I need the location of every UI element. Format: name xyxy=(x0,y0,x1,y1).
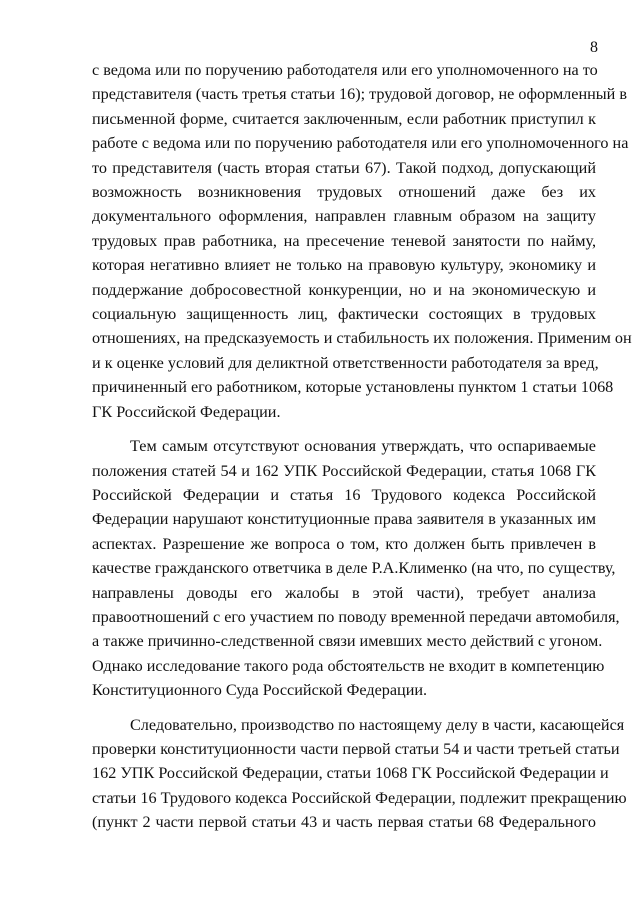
paragraph xyxy=(92,713,627,835)
text-line: и к оценке условий для деликтной ответственности работодателя за вред, xyxy=(92,353,599,372)
paragraph xyxy=(92,58,632,424)
text-line: письменной форме, считается заключенным, если работник приступил к xyxy=(92,109,596,128)
page-number: 8 xyxy=(590,39,598,56)
text-line: документального оформления, направлен главным образом на защиту xyxy=(92,207,596,226)
text-line: проверки конституционности части первой статьи 54 и части третьей статьи xyxy=(92,739,620,758)
text-line: статьи 16 Трудового кодекса Российской Федерации, подлежит прекращению xyxy=(92,788,627,807)
text-line: причиненный его работником, которые установлены пунктом 1 статьи 1068 xyxy=(92,378,614,397)
text-line: Тем самым отсутствуют основания утверждать, что оспариваемые xyxy=(130,437,596,456)
text-line: Однако исследование такого рода обстоятельств не входит в компетенцию xyxy=(92,656,605,675)
text-line: социальную защищенность лиц, фактически состоящих в трудовых xyxy=(92,305,596,324)
text-line: работе с ведома или по поручению работодателя или его уполномоченного на xyxy=(92,134,629,153)
text-line: аспектах. Разрешение же вопроса о том, кто должен быть привлечен в xyxy=(92,534,596,553)
text-line: то представителя (часть вторая статьи 67). Такой подход, допускающий xyxy=(92,158,596,177)
text-line: качестве гражданского ответчика в деле Р.А.Клименко (на что, по существу, xyxy=(92,559,616,578)
text-line: отношениях, на предсказуемость и стабильность их положения. Применим он xyxy=(92,329,632,348)
text-line: с ведома или по поручению работодателя или его уполномоченного на то xyxy=(92,61,598,79)
text-line: возможность возникновения трудовых отношений даже без их xyxy=(92,183,596,202)
text-line: положения статей 54 и 162 УПК Российской Федерации, статья 1068 ГК xyxy=(92,461,596,480)
text-line: Конституционного Суда Российской Федерации. xyxy=(92,681,428,700)
text-line: (пункт 2 части первой статьи 43 и часть первая статьи 68 Федерального xyxy=(92,813,596,832)
text-line: которая негативно влияет не только на правовую культуру, экономику и xyxy=(92,256,596,275)
text-line: ГК Российской Федерации. xyxy=(92,402,281,421)
text-line: Федерации нарушают конституционные права заявителя в указанных им xyxy=(92,510,596,529)
text-line: поддержание добросовестной конкуренции, но и на экономическую и xyxy=(92,280,596,299)
document-body xyxy=(92,58,632,835)
paragraph xyxy=(92,434,620,702)
text-line: а также причинно-следственной связи имевших место действий с угоном. xyxy=(92,632,603,651)
text-line: трудовых прав работника, на пресечение теневой занятости по найму, xyxy=(92,231,596,250)
text-line: Следовательно, производство по настоящему делу в части, касающейся xyxy=(130,715,625,734)
text-line: представителя (часть третья статьи 16); трудовой договор, не оформленный в xyxy=(92,85,628,104)
text-line: направлены доводы его жалобы в этой части), требует анализа xyxy=(92,583,596,602)
text-line: Российской Федерации и статья 16 Трудового кодекса Российской xyxy=(92,485,596,504)
text-line: 162 УПК Российской Федерации, статьи 1068 ГК Российской Федерации и xyxy=(92,764,609,783)
text-line: правоотношений с его участием по поводу временной передачи автомобиля, xyxy=(92,607,620,626)
